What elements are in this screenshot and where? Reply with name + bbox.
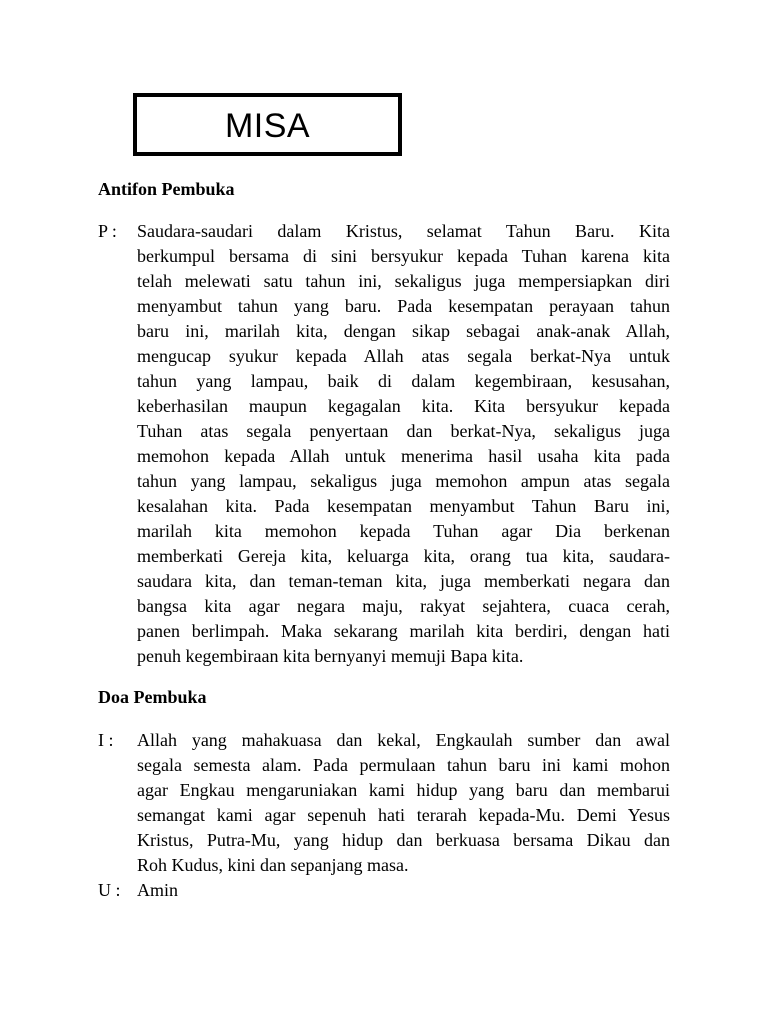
antifon-line: baru ini, marilah kita, dengan sikap sebagai anak-anak Allah, <box>137 321 670 341</box>
page-title: MISA <box>224 106 311 145</box>
doa-line: Allah yang mahakuasa dan kekal, Engkaulah sumber dan awal <box>137 730 670 750</box>
antifon-text <box>137 219 670 669</box>
antifon-line: Tuhan atas segala penyertaan dan berkat-Nya, sekaligus juga <box>137 421 670 441</box>
antifon-line: bangsa kita agar negara maju, rakyat sejahtera, cuaca cerah, <box>137 596 670 616</box>
antifon-line: berkumpul bersama di sini bersyukur kepada Tuhan karena kita <box>137 246 670 266</box>
antifon-line: keberhasilan maupun kegagalan kita. Kita bersyukur kepada <box>137 396 670 416</box>
response-line: Amin <box>137 880 179 900</box>
title-box <box>133 93 402 156</box>
speaker-label-u: U : <box>98 880 121 900</box>
doa-text <box>137 728 670 878</box>
antifon-line: telah melewati satu tahun ini, sekaligus juga mempersiapkan diri <box>137 271 670 291</box>
antifon-line: memberkati Gereja kita, keluarga kita, orang tua kita, saudara- <box>137 546 670 566</box>
antifon-line: penuh kegembiraan kita bernyanyi memuji Bapa kita. <box>137 646 524 666</box>
antifon-paragraph <box>98 219 670 669</box>
doa-line: semangat kami agar sepenuh hati terarah kepada-Mu. Demi Yesus <box>137 805 670 825</box>
antifon-line: mengucap syukur kepada Allah atas segala berkat-Nya untuk <box>137 346 670 366</box>
antifon-line: saudara kita, dan teman-teman kita, juga memberkati negara dan <box>137 571 670 591</box>
antifon-line: marilah kita memohon kepada Tuhan agar Dia berkenan <box>137 521 670 541</box>
section-heading-doa: Doa Pembuka <box>98 687 207 707</box>
antifon-line: tahun yang lampau, baik di dalam kegembiraan, kesusahan, <box>137 371 670 391</box>
speaker-label-p: P : <box>98 221 117 241</box>
response-text <box>137 878 670 903</box>
doa-line: segala semesta alam. Pada permulaan tahun baru ini kami mohon <box>137 755 670 775</box>
antifon-line: memohon kepada Allah untuk menerima hasil usaha kita pada <box>137 446 670 466</box>
antifon-line: kesalahan kita. Pada kesempatan menyambut Tahun Baru ini, <box>137 496 670 516</box>
antifon-line: menyambut tahun yang baru. Pada kesempatan perayaan tahun <box>137 296 670 316</box>
doa-line: Kristus, Putra-Mu, yang hidup dan berkuasa bersama Dikau dan <box>137 830 670 850</box>
doa-paragraph <box>98 728 670 878</box>
antifon-line: Saudara-saudari dalam Kristus, selamat Tahun Baru. Kita <box>137 221 670 241</box>
speaker-label-i: I : <box>98 730 114 750</box>
response-paragraph <box>98 878 670 903</box>
antifon-line: panen berlimpah. Maka sekarang marilah kita berdiri, dengan hati <box>137 621 670 641</box>
doa-line: agar Engkau mengaruniakan kami hidup yang baru dan membarui <box>137 780 670 800</box>
doa-line: Roh Kudus, kini dan sepanjang masa. <box>137 855 409 875</box>
antifon-line: tahun yang lampau, sekaligus juga memohon ampun atas segala <box>137 471 670 491</box>
section-heading-antifon: Antifon Pembuka <box>98 179 235 199</box>
